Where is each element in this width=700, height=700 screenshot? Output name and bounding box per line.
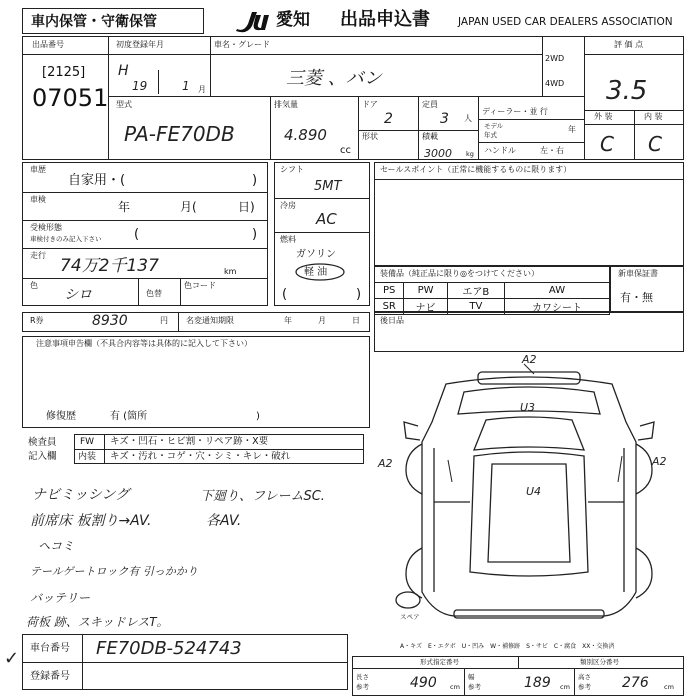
- recycle-label: R券: [30, 316, 44, 325]
- dims-width-label: 幅: [468, 673, 475, 681]
- grade-int-value: C: [648, 132, 662, 156]
- color-change-label: 色替: [146, 289, 162, 298]
- dims-height-unit: cm: [664, 683, 674, 691]
- model-year-label1: モデル: [484, 122, 504, 130]
- storage-header-box: [22, 8, 204, 34]
- association-name: JAPAN USED CAR DEALERS ASSOCIATION: [458, 16, 673, 28]
- equipment-aw: AW: [505, 283, 610, 299]
- ju-logo-icon: [234, 9, 274, 33]
- fuel-close: ): [356, 287, 362, 302]
- note-line-2: 前席床 板割り→AV.: [30, 513, 152, 529]
- shape-label: 形状: [362, 132, 378, 141]
- fuel-alt-circle: [294, 263, 346, 281]
- grade-ext-label: 外 装: [594, 112, 613, 121]
- inspector-interior: 内装: [78, 452, 97, 462]
- warranty-label: 新車保証書: [618, 269, 658, 278]
- displacement-value: 4.890: [284, 126, 327, 144]
- inspector-fw-items: キズ・凹石・ヒビ割・リペア跡・X要: [110, 436, 269, 447]
- capacity-unit: 人: [464, 114, 472, 123]
- chassis-value: FE70DB-524743: [96, 638, 242, 659]
- grade-int-label: 内 装: [644, 112, 663, 121]
- capacity-label: 定員: [422, 100, 438, 109]
- car-name-label: 車名・グレード: [214, 40, 270, 49]
- history-label: 車歴: [30, 165, 46, 174]
- dims-type-label: 形式指定番号: [420, 658, 459, 666]
- sales-point-frame: [374, 162, 684, 266]
- chassis-label: 車台番号: [30, 643, 70, 654]
- rear-items-label: 後日品: [380, 316, 404, 325]
- dims-ref-2: 参考: [468, 683, 481, 691]
- acceptance-label: 受検形態: [30, 223, 62, 232]
- dims-ref-3: 参考: [578, 683, 591, 691]
- dims-width-value: 189: [524, 675, 551, 691]
- dims-length-unit: cm: [450, 683, 460, 691]
- history-value: 自家用・(: [68, 173, 126, 188]
- mileage-unit: km: [224, 267, 237, 276]
- ju-logo: [234, 9, 274, 33]
- inspector-label2: 記入欄: [28, 451, 57, 462]
- dealer-label: ディーラー・並 行: [482, 107, 548, 116]
- name-change-label: 名変通知期限: [186, 316, 234, 325]
- drive-4wd: 4WD: [545, 79, 565, 88]
- brand-name: 愛知: [276, 10, 310, 30]
- name-change-year: 年: [284, 316, 292, 325]
- load-label: 積載: [422, 132, 438, 141]
- mileage-label: 走行: [30, 251, 46, 260]
- handle-label: ハンドル: [484, 146, 516, 155]
- fuel-alt: 軽 油: [304, 267, 328, 278]
- mileage-value: 74万2千137: [60, 256, 159, 276]
- equipment-table: [374, 282, 610, 315]
- registration-month-unit: 月: [198, 85, 206, 94]
- dims-ref-1: 参考: [356, 683, 369, 691]
- recycle-value: 8930: [92, 313, 128, 329]
- registration-era: H: [118, 63, 129, 79]
- form-title: 出品申込書: [340, 9, 430, 30]
- registration-year: 19: [132, 79, 148, 93]
- equipment-tv: TV: [447, 299, 504, 315]
- diagram-mark-front: A2: [522, 353, 537, 366]
- inspector-int-items: キズ・汚れ・コゲ・穴・シミ・キレ・破れ: [110, 451, 291, 462]
- grade-value: 3.5: [606, 76, 648, 106]
- name-change-month: 月: [318, 316, 326, 325]
- right-note-1: 下廻り、フレームSC.: [200, 489, 325, 504]
- drive-2wd: 2WD: [545, 54, 565, 63]
- doors-value: 2: [384, 111, 393, 127]
- aircon-label: 冷房: [280, 201, 296, 210]
- inspection-label: 車検: [30, 195, 46, 204]
- equipment-ps: PS: [375, 283, 404, 299]
- vehicle-info-frame: [22, 162, 268, 306]
- diagram-spare-label: スペア: [400, 613, 420, 621]
- inspection-day: 日): [238, 200, 255, 214]
- model-value: PA-FE70DB: [124, 122, 235, 146]
- capacity-value: 3: [440, 111, 449, 127]
- equipment-sr: SR: [375, 299, 404, 315]
- note-line-6: 荷板 跡、スキッドレスT。: [26, 615, 169, 629]
- grade-label: 評 価 点: [614, 40, 644, 49]
- dims-length-value: 490: [410, 675, 437, 691]
- registration-no-label: 登録番号: [30, 671, 70, 682]
- repair-close: ): [256, 411, 260, 422]
- note-line-5: バッテリー: [30, 591, 91, 605]
- doors-label: ドア: [362, 100, 378, 109]
- color-label: 色: [30, 281, 38, 290]
- repair-value: 有 (箇所: [110, 411, 148, 422]
- acceptance-close: ): [252, 227, 258, 242]
- diagram-mark-right: A2: [652, 455, 667, 468]
- storage-title: 車内保管・守衛保管: [31, 14, 157, 30]
- inspection-year: 年: [118, 200, 131, 214]
- equipment-navi: ナビ: [404, 299, 447, 315]
- repair-label: 修復歴: [46, 411, 76, 422]
- registration-label: 初度登録年月: [116, 40, 164, 49]
- diagram-mark-left: A2: [378, 457, 393, 470]
- rear-items-frame: [374, 312, 684, 352]
- note-line-3: ヘコミ: [38, 539, 75, 553]
- sales-point-label: セールスポイント（正常に機能するものに限ります）: [380, 165, 572, 174]
- shift-value: 5MT: [314, 179, 342, 194]
- diagram-mark-bed: U4: [526, 485, 542, 498]
- lot-label: 出品番号: [32, 40, 64, 49]
- ju-logo-text: [234, 9, 235, 10]
- displacement-label: 排気量: [274, 100, 298, 109]
- handle-options: 左・右: [540, 146, 564, 155]
- history-close: ): [252, 173, 258, 188]
- aircon-value: AC: [316, 210, 337, 228]
- load-value: 3000: [424, 147, 452, 160]
- dims-height-value: 276: [622, 675, 649, 691]
- note-line-1: ナビミッシング: [32, 487, 130, 503]
- registration-month: 1: [182, 79, 190, 93]
- dims-class-label: 類別区分番号: [580, 658, 619, 666]
- load-unit: kg: [466, 150, 474, 158]
- diagram-legend: A・キズ E・エクボ U・凹み W・補修跡 S・サビ C・腐食 XX・交換済: [400, 643, 615, 650]
- lot-number: 07051: [32, 84, 109, 112]
- grade-ext-value: C: [600, 132, 614, 156]
- displacement-unit: cc: [340, 145, 351, 156]
- right-note-2: 各AV.: [206, 513, 242, 529]
- dims-width-unit: cm: [560, 683, 570, 691]
- acceptance-open: (: [134, 227, 140, 242]
- diagram-mark-roof: U3: [520, 401, 536, 414]
- warranty-value: 有・無: [620, 291, 653, 304]
- equipment-leather: カワシート: [505, 299, 610, 315]
- model-year-label2: 年式: [484, 131, 497, 139]
- fuel-open: (: [282, 287, 288, 302]
- inspector-fw: FW: [80, 437, 95, 447]
- dims-length-label: 長さ: [356, 673, 369, 681]
- check-mark: ✓: [4, 648, 20, 669]
- equipment-pw: PW: [404, 283, 447, 299]
- model-year-unit: 年: [568, 125, 576, 134]
- color-value: シロ: [64, 287, 92, 303]
- car-name-value: 三菱 、バン: [286, 68, 382, 89]
- name-change-day: 日: [352, 316, 360, 325]
- shift-label: シフト: [280, 165, 304, 174]
- color-code-label: 色コード: [184, 281, 216, 290]
- notes-label: 注意事項申告欄（不具合内容等は具体的に記入して下さい）: [36, 339, 252, 348]
- fuel-value: ガソリン: [296, 249, 336, 260]
- equipment-label: 装備品（純正品に限り◎をつけてください）: [380, 269, 539, 278]
- dims-height-label: 高さ: [578, 673, 591, 681]
- inspector-label1: 検査員: [28, 437, 57, 448]
- model-label: 型式: [116, 100, 132, 109]
- fuel-label: 燃料: [280, 235, 296, 244]
- note-line-4: テールゲートロック有 引っかかり: [30, 565, 198, 578]
- recycle-unit: 円: [160, 316, 168, 325]
- inspection-month: 月(: [180, 200, 197, 214]
- equipment-airbag: エアB: [447, 283, 504, 299]
- lot-sub: [2125]: [42, 65, 86, 80]
- acceptance-note: 車検付きのみ記入下さい: [30, 235, 102, 243]
